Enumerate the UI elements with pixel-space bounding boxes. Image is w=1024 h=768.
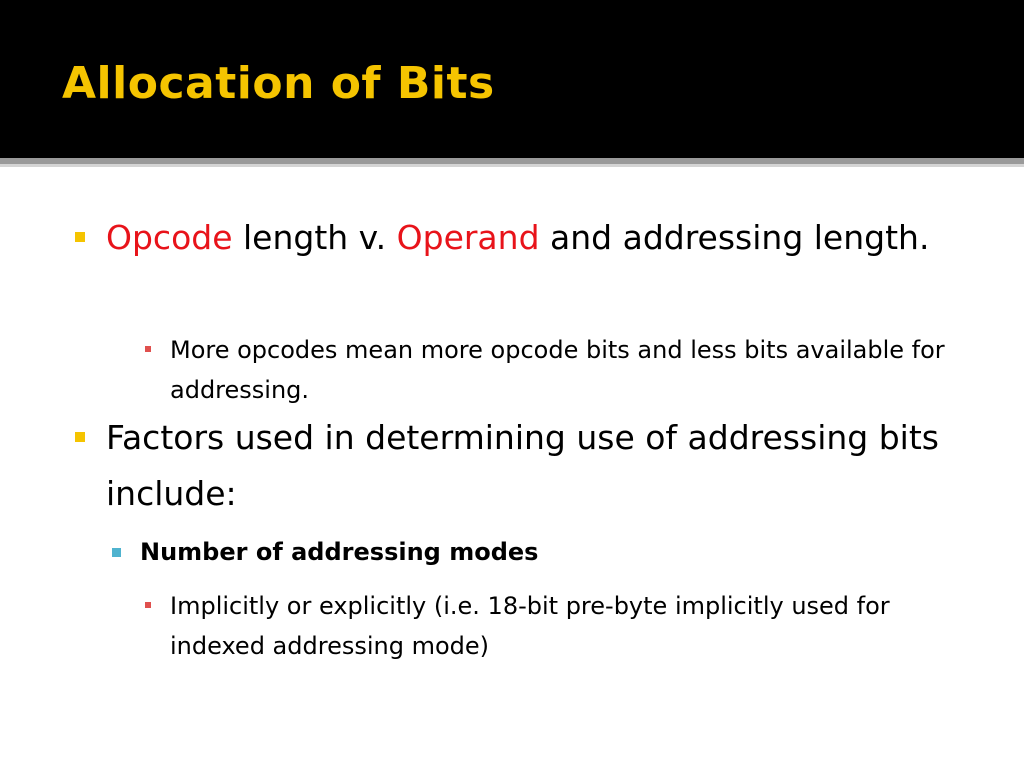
opcode-term: Opcode [106,218,233,257]
sub-sub-bullet-implicitly [170,586,980,666]
bullet-text: Factors used in determining use of addressing bits include: [106,418,939,513]
bullet-square-icon [145,346,151,352]
bullet-square-icon [75,432,85,442]
sub-bullet-text: Number of addressing modes [140,538,539,566]
bullet-item-opcode-length [106,210,966,266]
bullet-square-icon [145,602,151,608]
bullet-text-segment: length v. [232,218,397,257]
sub-sub-bullet-text: Implicitly or explicitly (i.e. 18-bit pre-byte implicitly used for indexed addressing mode) [170,592,890,660]
bullet-square-icon [112,548,121,557]
sub-bullet-addressing-modes [140,533,960,571]
bullet-square-icon [75,232,85,242]
slide-title: Allocation of Bits [62,58,495,109]
bullet-text-segment: and addressing length. [539,218,930,257]
sub-bullet-text: More opcodes mean more opcode bits and less bits available for addressing. [170,336,945,404]
bullet-item-factors [106,410,966,522]
sub-bullet-more-opcodes [170,330,980,410]
operand-term: Operand [396,218,540,257]
